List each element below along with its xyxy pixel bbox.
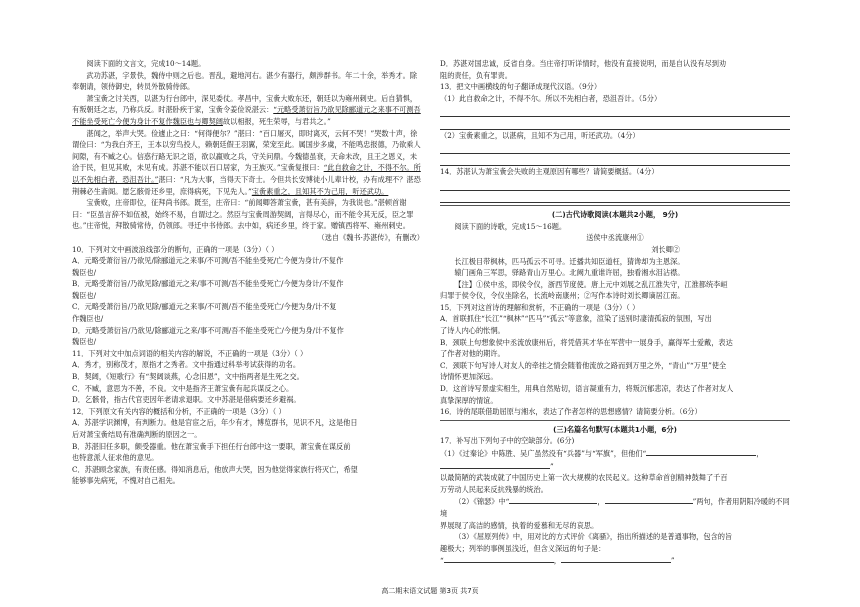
passage-paragraph-1: 武功苏湛，字景佚，魏侍中则之后也。晋乱，避地河右。湛少有器行，颇涉群书。年二十余，举秀才。除奉朝请，领侍御史，转员外散骑侍郎。 [72, 70, 418, 92]
comma: ， [756, 449, 764, 458]
question-17: 17．补写出下列句子中的空缺部分。(6分) [440, 436, 575, 446]
option-10b: B．元略受萧衍旨/乃欲见除/郦道元之来/事不可测/吾不能坐受死亡/今便为身计/不复作 [72, 279, 344, 289]
section-divider [440, 420, 790, 421]
option-10d: D．元略受萧衍旨/乃欲见/除郦道元之来/事不可测/吾不能坐受死亡/今便为身/计不复作 [72, 325, 344, 335]
option-11c: C．不臧，意思为不善，不良。文中是指齐王萧宝夤有起兵谋反之心。 [72, 383, 294, 393]
fill-blank[interactable] [440, 460, 550, 469]
question-15: 15．下列对这首诗的理解和赏析，不正确的一项是（3分）（ ） [440, 302, 640, 312]
question-16: 16．诗的尾联借助屈原与湘水，表达了作者怎样的思想感情？请简要分析。（6分） [440, 407, 702, 417]
option-11a: A．秀才，别称茂才，原指才之秀者。文中指通过科举考试获得的功名。 [72, 360, 301, 370]
question-text: （1）《过秦论》中陈胜、吴广虽然没有“兵器”与“军旗”，但他们“ [440, 449, 647, 458]
answer-line[interactable] [440, 191, 790, 204]
question-10: 10．下列对文中画波浪线部分的断句，正确的一项是（3分）（ ） [72, 244, 279, 254]
poem-title: 送侯中丞流康州① [586, 233, 644, 243]
option-10a: A．元略受萧衍旨/乃欲见/除郦道元之来事/不可测/吾不能坐受死/亡今便为身计/不复作 [72, 256, 344, 266]
left-column [72, 58, 424, 487]
question-text: ” [670, 556, 675, 566]
fill-blank[interactable] [605, 495, 693, 504]
question-17-2 [440, 495, 790, 519]
question-17-1-cont: 以最简陋的武装成就了中国历史上第一次大规模的农民起义。这种草命首创精神鼓舞了千百 [440, 473, 728, 483]
page-footer: 高二期末语文试题 第3页 共7页 [381, 587, 479, 595]
poem-line-2: 辕门画角三军思，驿路青山万里心。北阙九重谁许屈，独看湘水泪沾襟。 [454, 268, 685, 278]
option-12c: C．苏湛顾念家族，有责任感。得知消息后，他放声大哭，因为他觉得家族行将灭亡，希望 [72, 464, 358, 474]
question-text: ” [550, 461, 554, 471]
poem-author: 刘长卿② [651, 244, 680, 254]
option-12c-cont: 能够事先病死，不愧对自己祖先。 [72, 476, 180, 486]
question-17-3-blanks [440, 554, 790, 567]
option-12a-cont: 后对萧宝夤结局有准确判断的原因之一。 [72, 430, 202, 439]
option-10c-cont: 作魏臣也/ [72, 314, 104, 324]
question-17-1 [440, 447, 790, 472]
option-15c-cont: 诗情怀更加深远。 [440, 372, 498, 382]
underlined-sentence: 宝夤素重之，且知其不为己用，听还武功。 [251, 186, 389, 196]
passage-text: 故以相报，死生荣辱，与君共之。” [222, 116, 331, 126]
question-11: 11．下列对文中加点词语的相关内容的解说，不正确的一项是（3分）（ ） [72, 348, 308, 358]
right-column [440, 58, 790, 567]
question-text: ， [553, 556, 561, 566]
option-10c: C．元略受萧衍旨/乃欲见除/郦道元之来事/不可测/吾不能坐受死亡/今便为身/计不复 [72, 302, 337, 312]
answer-line[interactable] [440, 117, 790, 130]
passage-text: 湛曰：“凡为大事，当得天下奇士。今但共长安博徒小儿辈计校，办有成理不？湛恐荆棘必生斋阁。愿乞骸骨还乡里，庶得病死，下见先人。” [72, 174, 421, 196]
option-12b-cont: 也特意派人征求他的意见。 [72, 453, 159, 463]
fill-blank[interactable] [561, 554, 671, 563]
question-17-3: （3）《屈原列传》中，用对比的方式评价《离骚》，指出所描述的是普通事物，包含的旨 [454, 532, 733, 542]
question-text: （2）《锦瑟》中“ [454, 497, 510, 507]
fill-blank[interactable] [444, 554, 554, 563]
section-2-heading: (二)古代诗歌阅读(本题共2小题， 9分) [551, 210, 679, 220]
question-text: “ [440, 556, 444, 566]
fill-blank[interactable] [646, 447, 756, 456]
poem-intro: 阅读下面的诗歌，完成15～16题。 [454, 221, 567, 231]
option-12a: A．苏湛学识渊博，有判断力。他是官宦之后，年少有才，博览群书，见识不凡，这是他日 [72, 418, 358, 428]
question-12: 12．下列原文有关内容的概括和分析，不正确的一项是（3分）（ ） [72, 406, 286, 416]
answer-line[interactable] [440, 154, 790, 167]
passage-paragraph-2 [72, 93, 424, 128]
option-15d-cont: 真挚深厚的情谊。 [440, 395, 498, 405]
question-13: 13．把文中画横线的句子翻译成现代汉语。（9分） [440, 82, 602, 92]
passage-text: 湛闻之，举声大哭。俭遽止之曰：“何得便尔？”湛曰：“百口屠灭，即时离灭，云何不哭！”哭数十声，徐谓俭曰：“为我白齐王，王本以穷鸟投人，赖朝廷假王羽翼，荣宠至此。属国步多虞，不能鸣忠报德，乃欲乘人间隙，有不臧之心。信惑行路无识之语，欲以羸败之兵，守关问鼎。今魏德虽衰，天命未改，且王之恩义，未洽于民，但见其败，未见有成。苏湛不能以百口居家，为王族灭。”宝夤复报曰： [72, 128, 421, 173]
fill-blank[interactable] [509, 495, 597, 504]
option-11d: D．乞骸骨，指古代官吏因年老请求退职。文中苏湛是借病要还乡避祸。 [72, 395, 301, 405]
option-15b-cont: 了作者对他的期许。 [440, 349, 505, 359]
section-3-heading: (三)名篇名句默写(本题共1小题，6分) [553, 424, 677, 434]
option-15a: A．首联抓住“长江”“枫林”“匹马”“孤云”等意象，渲染了送别时凄清孤寂的氛围，写出 [440, 314, 712, 324]
poem-note: 【注】①侯中丞，即侯令仪，浙西节度使。唐上元中刘展之乱江淮失守，江淮都统李峘 [454, 279, 728, 289]
poem-note-cont: 归罪于侯令仪，令仪坐除名，长流岭南康州；②写作本诗时刘长卿谪居江南。 [440, 291, 685, 301]
answer-line[interactable] [440, 178, 790, 191]
underlined-sentence: “此自救命之计，不得不尔。所以不先相白者，恐沮吾计。” [72, 163, 421, 184]
question-13-1: （1）此自救命之计，不得不尔。所以不先相白者，恐沮吾计。（5分） [440, 93, 662, 103]
option-10d-cont: 魏臣也/ [72, 337, 96, 347]
option-11b: B．契阔，《短歌行》有“契阔谈燕，心念旧恩”，文中指两者是生死之交。 [72, 372, 304, 382]
passage-paragraph-3 [72, 128, 424, 198]
option-15c: C．颈联下句写诗人对友人的牵挂之情会随着他流放之路而到万里之外，“青山”“万里”使全 [440, 360, 727, 370]
option-12b: B．苏湛旧任多职，颇受器重。他在萧宝夤手下担任行台郎中这一要职，萧宝夤在谋反前 [72, 441, 351, 451]
passage-source: （选自《魏书·苏湛传》，有删改） [317, 232, 424, 242]
question-text: ， [597, 497, 605, 507]
reading-intro: 阅读下面的文言文，完成10～14题。 [86, 59, 206, 68]
answer-line[interactable] [440, 104, 790, 117]
option-15d: D．这首诗写景虚实相生，用典自然贴切，语言凝重有力，将叛沉郁悲凉，表达了作者对友人 [440, 384, 734, 394]
wavy-underlined-sentence: “元略受萧衍旨乃欲见除郦道元之来事不可测吾不能坐受死亡今便为身计不复作魏臣也与卿契阔 [72, 105, 421, 126]
question-17-1-cont: 万劳动人民起来反抗残暴的统治。 [440, 484, 548, 494]
section-divider [440, 205, 790, 206]
passage-text: 萧宝夤之讨关西，以湛为行台郎中，深见委仗。孝昌中，宝夤大败东还，朝廷以为雍州刺史。后自猜惧，有叛朝廷之志，乃称兵反。时湛卧疾于家，宝夤令姜俭说湛云： [72, 93, 418, 115]
option-12d: D．苏湛对国忠诚，反省自身。当庄帝打听详情时，他没有直接说明，而是自认没有尽到劝 [440, 59, 727, 68]
passage-paragraph-4: 宝夤败，庄帝即位，征拜尚书郎。既至，庄帝曰：“前闻卿答萧宝夤，甚有美辞，为我说也。”湛顿首谢曰：“臣虽言辞不如伍被，始终不易，自谓过之。然臣与宝夤周游契阔，言得尽心，而不能令其无反，臣之罪也。”庄帝悦，拜散骑常侍，仍领郎。寻迁中书侍郎。去中如，病还乡里，终于家。赠镇西将军、雍州刺史。 [72, 198, 414, 231]
question-text: ”两句，作者用阴阳冷暖的不同境 [440, 497, 790, 518]
poem-line-1: 长江极目带枫林，匹马孤云不可寻。迁播共知臣道枉，猜谗却为主恩深。 [454, 256, 685, 266]
answer-line[interactable] [440, 141, 790, 154]
option-12d-cont: 阻的责任，负有罪责。 [440, 70, 512, 80]
option-15a-cont: 了诗人内心的怅惘。 [440, 326, 505, 336]
question-17-2-cont: 界展现了高洁的感情，执着的爱慕和无尽的哀思。 [440, 520, 599, 530]
question-14: 14．苏湛认为萧宝夤会失败的主观原因有哪些？请简要概括。（4分） [440, 167, 659, 177]
option-10b-cont: 魏臣也/ [72, 290, 96, 300]
option-10a-cont: 魏臣也/ [72, 267, 96, 277]
question-17-3-cont: 趣极大；列举的事例虽浅近，但含义深远的句子是： [440, 543, 606, 553]
option-15b: B．颈联上句想象侯中丞流放康州后，将凭借其才华在军营中一展身手，赢得军士爱戴，表达 [440, 337, 733, 347]
question-13-2: （2）宝夤素重之，以湛病，且知不为己用，听还武功。（4分） [440, 130, 640, 140]
